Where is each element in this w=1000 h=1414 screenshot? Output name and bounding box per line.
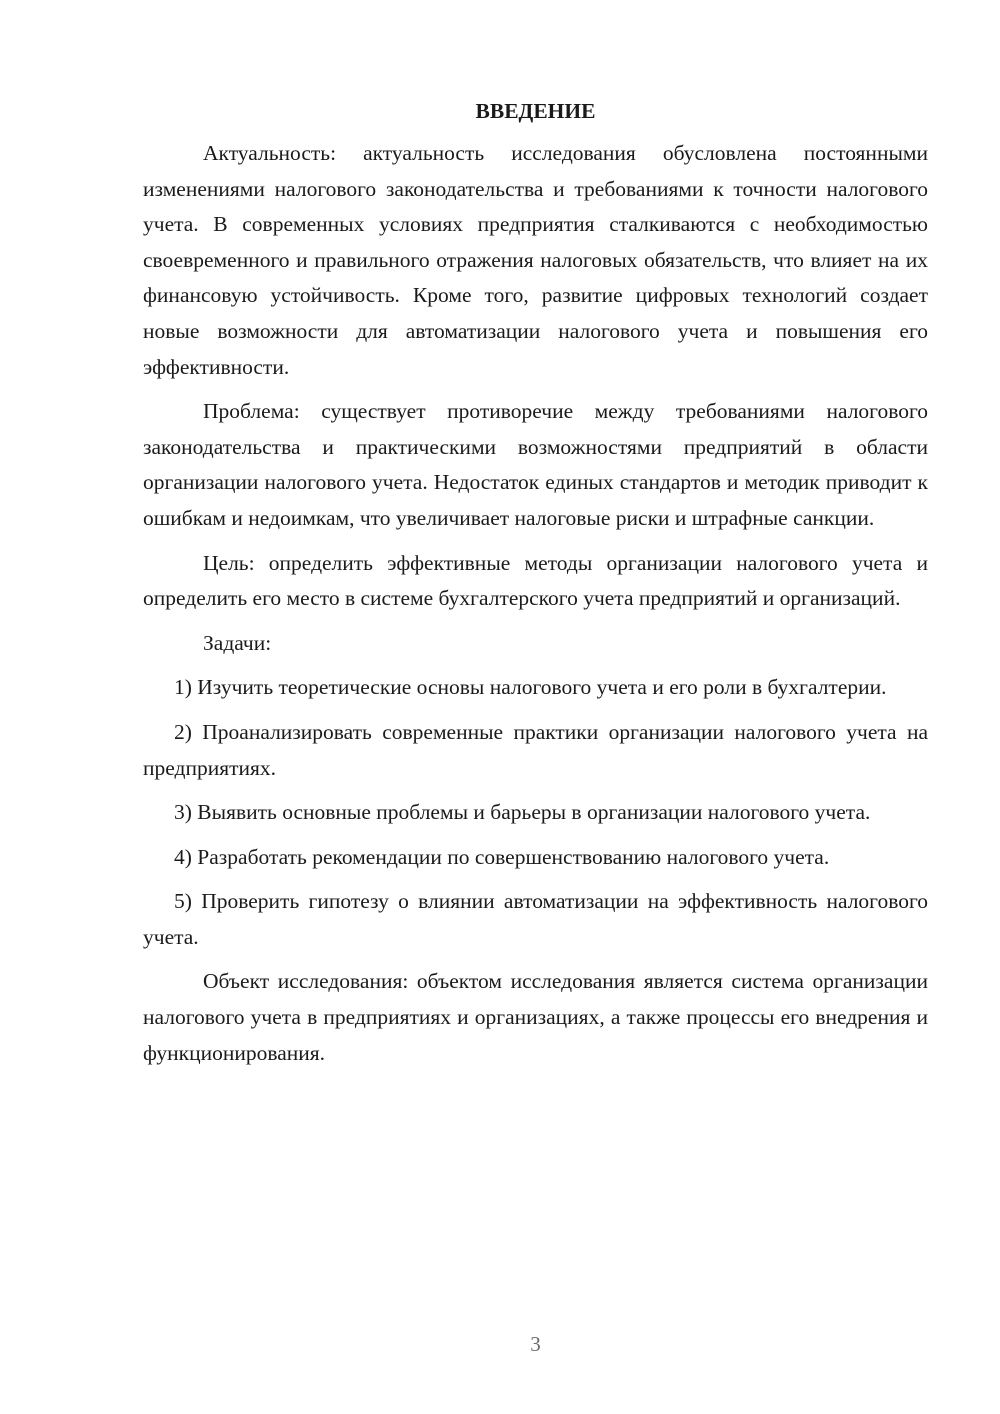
section-heading: ВВЕДЕНИЕ [475,99,596,123]
document-page [143,96,928,1080]
task-item: 3) Выявить основные проблемы и барьеры в организации налогового учета. [174,800,871,825]
page-number: 3 [530,1332,541,1356]
task-item: 1) Изучить теоретические основы налогового учета и его роли в бухгалтерии. [174,675,887,700]
tasks-list [143,670,928,955]
task-item: 4) Разработать рекомендации по совершенствованию налогового учета. [174,844,830,869]
object-paragraph: Объект исследования: объектом исследования является система организации налогового учета в предприятиях и организациях, а также процессы его внедрения и функционирования. [143,969,928,1065]
goal-paragraph: Цель: определить эффективные методы организации налогового учета и определить его место в системе бухгалтерского учета предприятий и организаций. [143,550,928,611]
problem-paragraph: Проблема: существует противоречие между требованиями налогового законодательства и практическими возможностями предприятий в области организации налогового учета. Недостаток единых стандартов и методик приводит к ошибкам и недоимкам, что увеличивает налоговые риски и штрафные санкции. [143,399,928,530]
task-item: 5) Проверить гипотезу о влиянии автоматизации на эффективность налогового учета. [143,889,928,949]
task-item: 2) Проанализировать современные практики организации налогового учета на предприятиях. [143,719,928,780]
relevance-paragraph: Актуальность: актуальность исследования обусловлена постоянными изменениями налогового законодательства и требованиями к точности налогового учета. В современных условиях предприятия сталкиваются с необходимостью своевременного и правильного отражения налоговых обязательств, что влияет на их финансовую устойчивость. Кроме того, развитие цифровых технологий создает новые возможности для автоматизации налогового учета и повышения его эффективности. [143,141,928,379]
tasks-label: Задачи: [203,630,272,655]
